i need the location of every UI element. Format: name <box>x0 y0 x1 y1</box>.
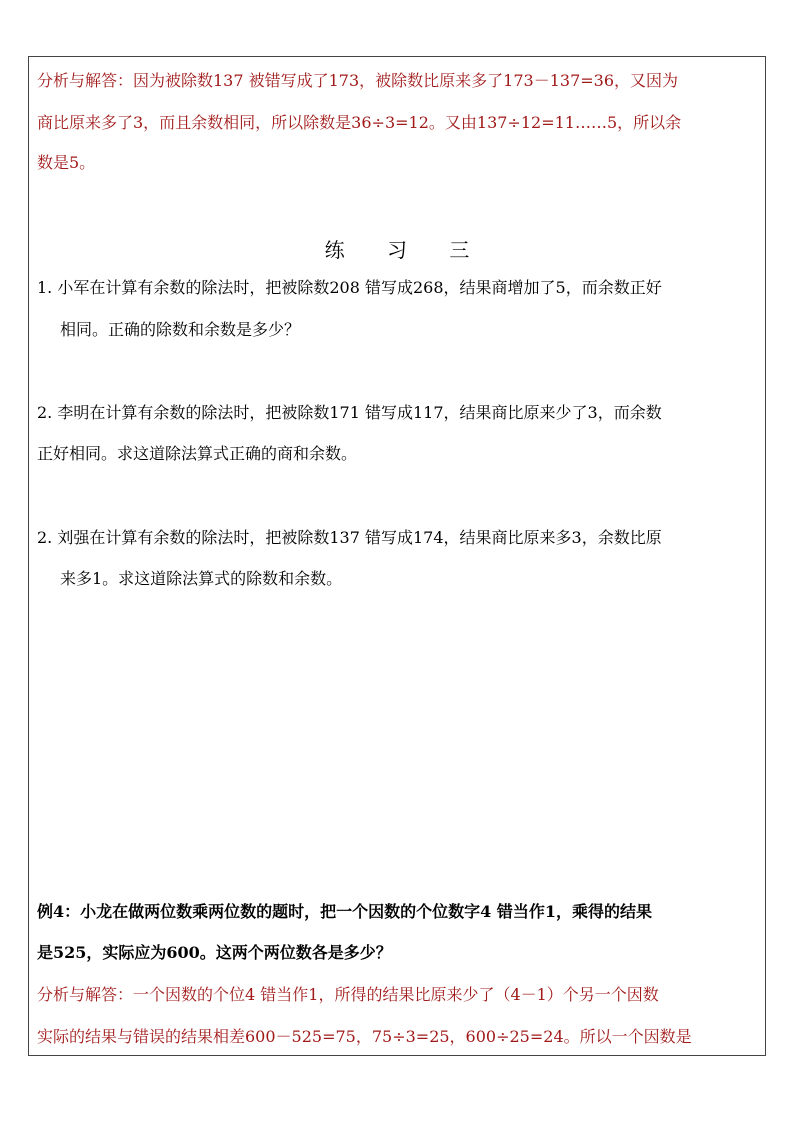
exercise-title-char-1: 练 <box>324 238 345 262</box>
problem-3-line-2: 来多1。求这道除法算式的除数和余数。 <box>60 569 343 588</box>
analysis-4-line-1: 分析与解答：一个因数的个位4 错当作1，所得的结果比原来少了（4－1）个另一个因数 <box>37 985 659 1004</box>
exercise-title <box>0 234 794 263</box>
analysis-line-1: 分析与解答：因为被除数137 被错写成了173，被除数比原来多了173－137=36，又因为 <box>37 71 679 90</box>
analysis-4-line-2: 实际的结果与错误的结果相差600－525=75，75÷3=25，600÷25=24。所以一个因数是 <box>37 1027 692 1046</box>
problem-3-line-1: 2. 刘强在计算有余数的除法时，把被除数137 错写成174，结果商比原来多3，余数比原 <box>37 528 662 547</box>
analysis-line-2: 商比原来多了3，而且余数相同，所以除数是36÷3=12。又由137÷12=11……5，所以余 <box>37 113 682 132</box>
analysis-line-3: 数是5。 <box>37 153 96 172</box>
exercise-title-char-2: 习 <box>387 238 407 262</box>
problem-2-line-2: 正好相同。求这道除法算式正确的商和余数。 <box>37 444 358 463</box>
example-4-line-1: 例4：小龙在做两位数乘两位数的题时，把一个因数的个位数字4 错当作1，乘得的结果 <box>37 902 652 921</box>
problem-2-line-1: 2. 李明在计算有余数的除法时，把被除数171 错写成117，结果商比原来少了3，而余数 <box>37 403 662 422</box>
problem-1-line-2: 相同。正确的除数和余数是多少？ <box>60 320 301 339</box>
exercise-title-char-3: 三 <box>449 238 470 262</box>
example-4-line-2: 是525，实际应为600。这两个两位数各是多少？ <box>37 943 392 962</box>
problem-1-line-1: 1. 小军在计算有余数的除法时，把被除数208 错写成268，结果商增加了5，而余数正好 <box>37 278 662 297</box>
